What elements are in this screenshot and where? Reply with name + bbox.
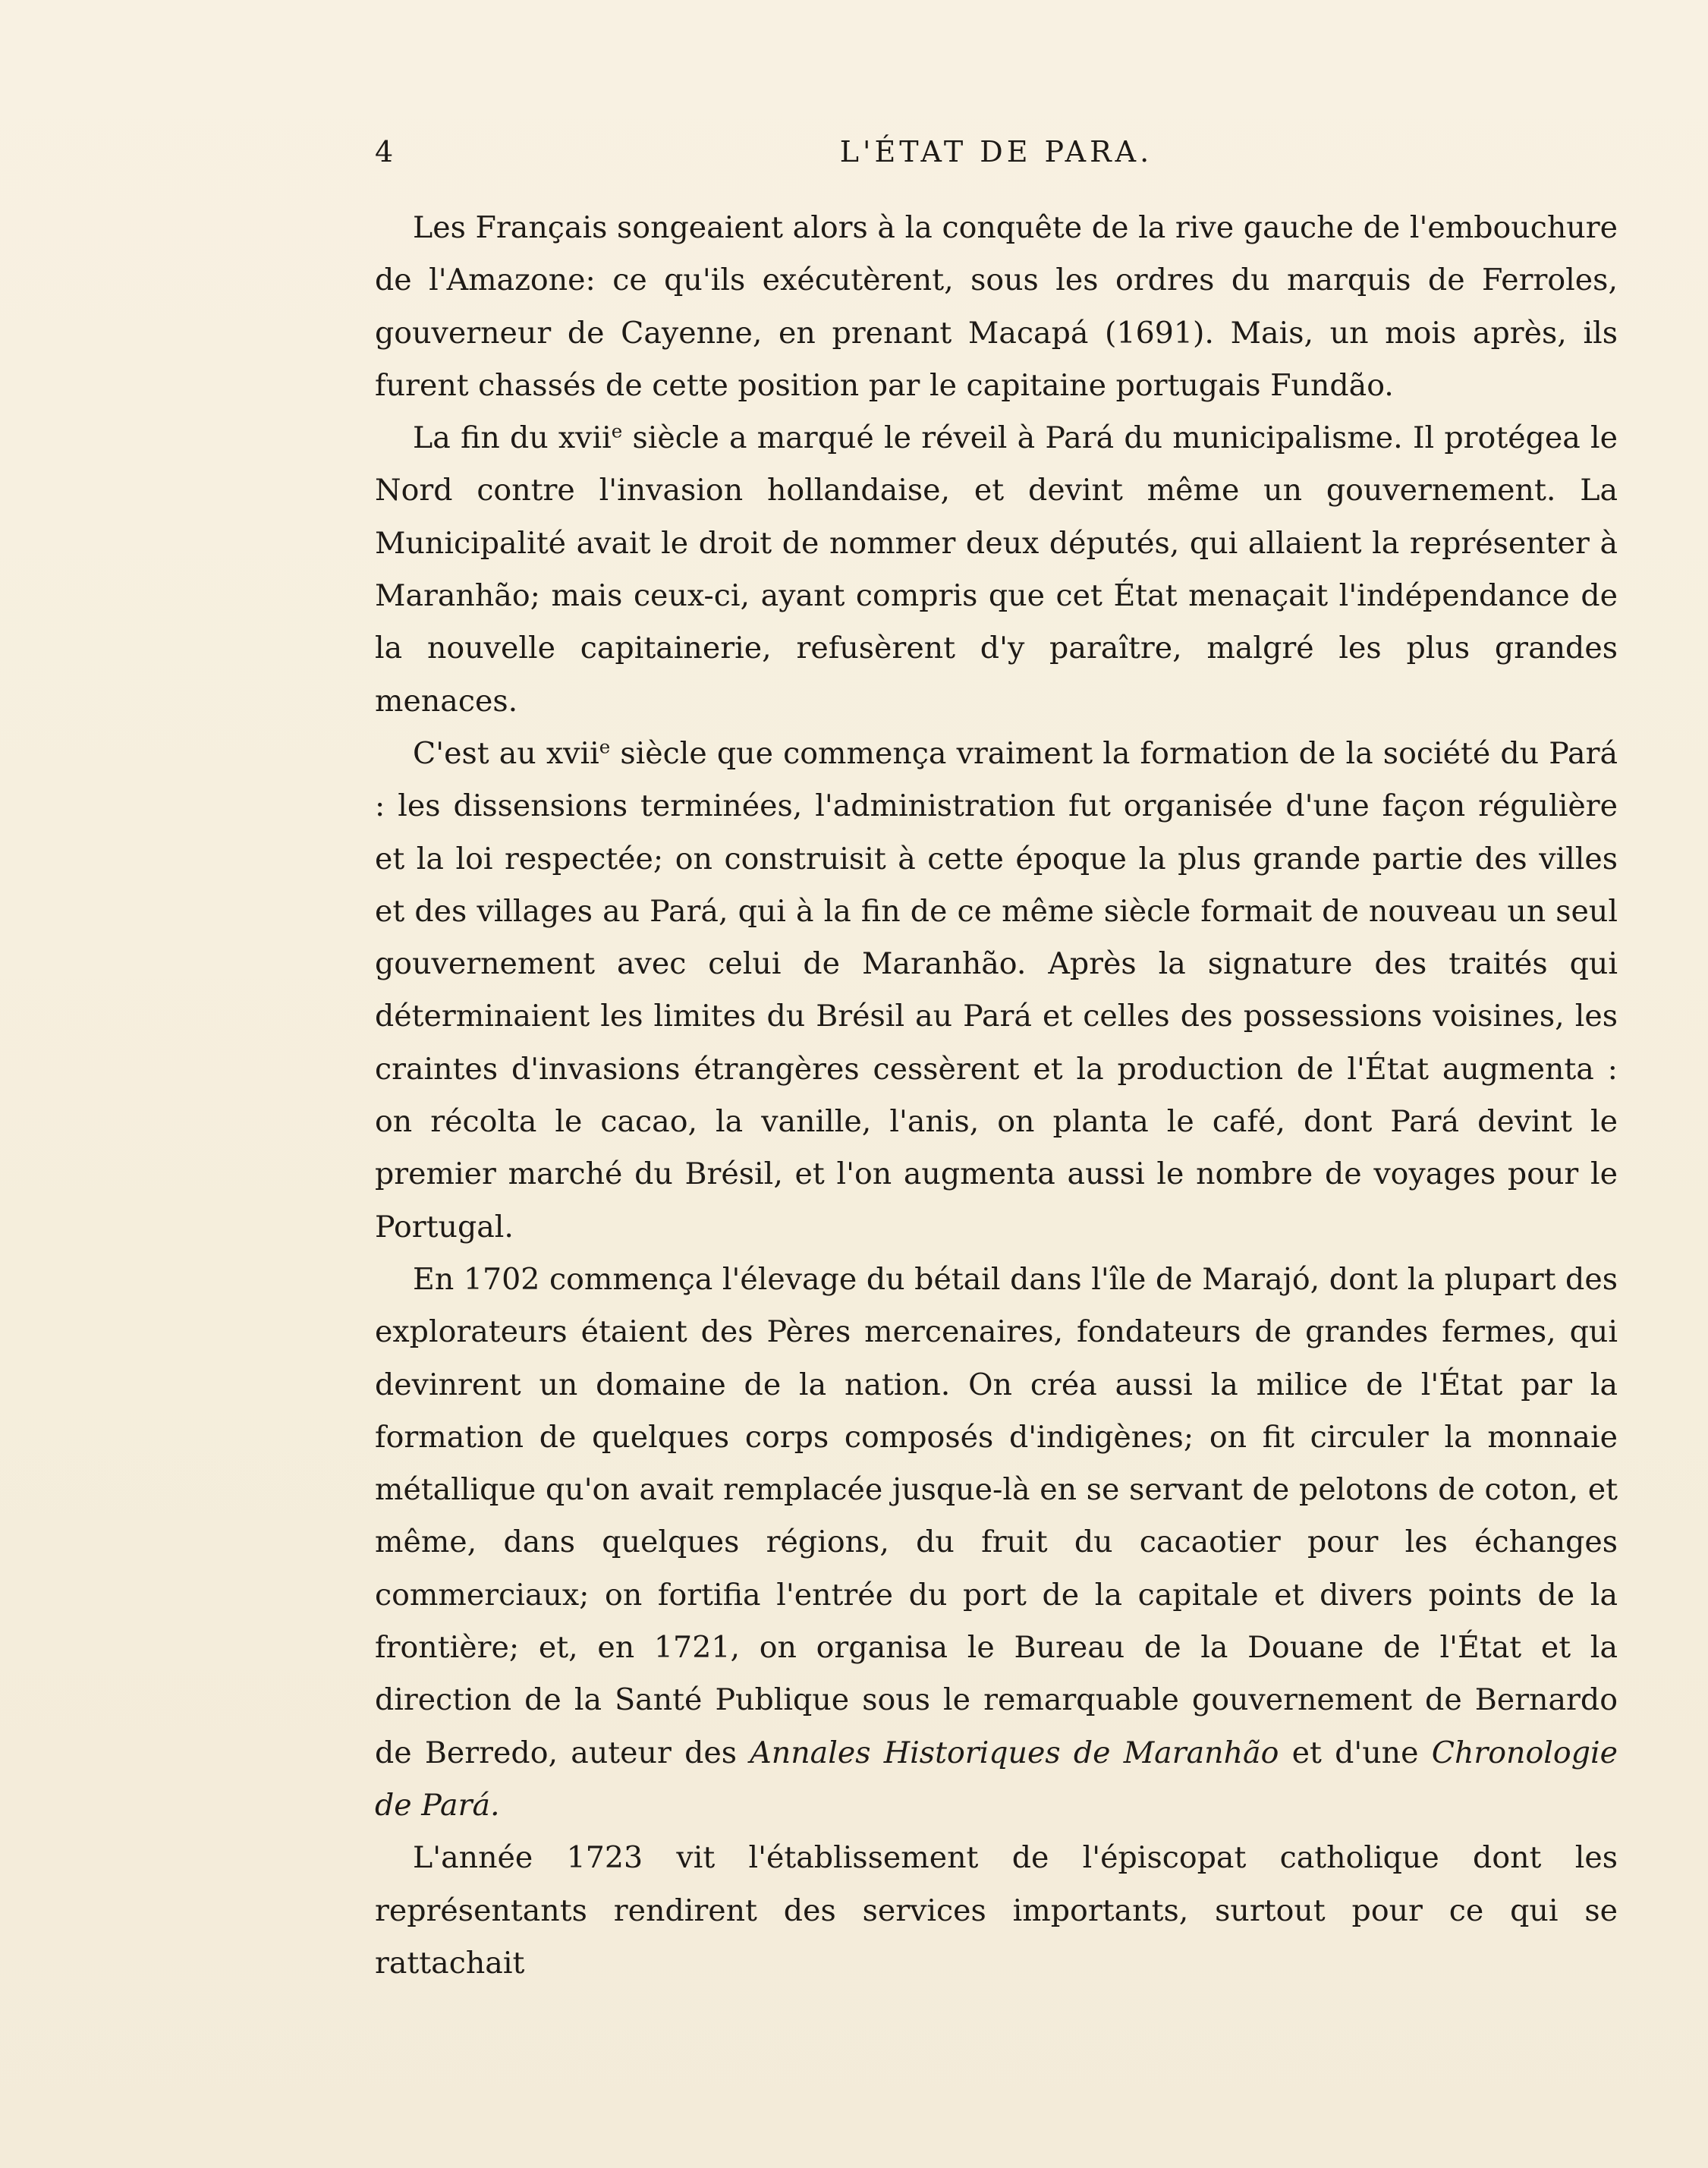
body-text bbox=[375, 202, 1618, 1990]
paragraph-text: siècle a marqué le réveil à Pará du municipalisme. Il protégea le Nord contre l'invasion hollandaise, et devint même un gouvernement. La Municipalité avait le droit de nommer deux députés, qui allaient la représenter à Maranhão; mais ceux-ci, ayant compris que cet État menaçait l'indépendance de la nouvelle capitainerie, refusèrent d'y paraître, malgré les plus grandes menaces. bbox=[375, 420, 1618, 719]
page-number: 4 bbox=[375, 135, 395, 168]
paragraph-text: C'est au xvii bbox=[413, 735, 599, 771]
paragraph-society-formation bbox=[375, 728, 1618, 1254]
paragraph-episcopate bbox=[375, 1832, 1618, 1990]
paragraph-text: La fin du xvii bbox=[413, 420, 612, 456]
paragraph-french-conquest bbox=[375, 202, 1618, 412]
paragraph-text: et d'une bbox=[1279, 1735, 1432, 1770]
paragraph-text: En 1702 commença l'élevage du bétail dans l'île de Marajó, dont la plupart des explorateurs étaient des Pères mercenaires, fondateurs de grandes fermes, qui devinrent un domaine de la nation. On créa aussi la milice de l'État par la formation de quelques corps composés d'indigènes; on fit circuler la monnaie métallique qu'on avait remplacée jusque-là en se servant de pelotons de coton, et même, dans quelques régions, du fruit du cacaotier pour les échanges commerciaux; on fortifia l'entrée du port de la capitale et divers points de la frontière; et, en 1721, on organisa le Bureau de la Douane de l'État et la direction de la Santé Publique sous le remarquable gouvernement de Bernardo de Berredo, auteur des bbox=[375, 1261, 1618, 1770]
superscript: e bbox=[611, 420, 623, 442]
book-title-chronologie: Chronologie de Pará. bbox=[375, 1735, 1618, 1823]
paragraph-text: Les Français songeaient alors à la conquête de la rive gauche de l'embouchure de l'Amazone: ce qu'ils exécutèrent, sous les ordres du marquis de Ferroles, gouverneur de Cayenne, en prenant Macapá (1691). Mais, un mois après, ils furent chassés de cette position par le capitaine portugais Fundão. bbox=[375, 210, 1618, 403]
paragraph-municipalism bbox=[375, 412, 1618, 728]
superscript: e bbox=[599, 735, 611, 758]
running-title: L'ÉTAT DE PARA. bbox=[839, 135, 1153, 168]
paragraph-cattle-breeding bbox=[375, 1254, 1618, 1832]
paragraph-text: siècle que commença vraiment la formation de la société du Pará : les dissensions terminées, l'administration fut organisée d'une façon régulière et la loi respectée; on construisit à cette époque la plus grande partie des villes et des villages au Pará, qui à la fin de ce même siècle formait de nouveau un seul gouvernement avec celui de Maranhão. Après la signature des traités qui déterminaient les limites du Brésil au Pará et celles des possessions voisines, les craintes d'invasions étrangères cessèrent et la production de l'État augmenta : on récolta le cacao, la vanille, l'anis, on planta le café, dont Pará devint le premier marché du Brésil, et l'on augmenta aussi le nombre de voyages pour le Portugal. bbox=[375, 735, 1618, 1244]
paragraph-text: L'année 1723 vit l'établissement de l'épiscopat catholique dont les représentants rendirent des services importants, surtout pour ce qui se rattachait bbox=[375, 1840, 1618, 1981]
book-title-annales: Annales Historiques de Maranhão bbox=[750, 1735, 1279, 1770]
page-header bbox=[375, 135, 1618, 188]
